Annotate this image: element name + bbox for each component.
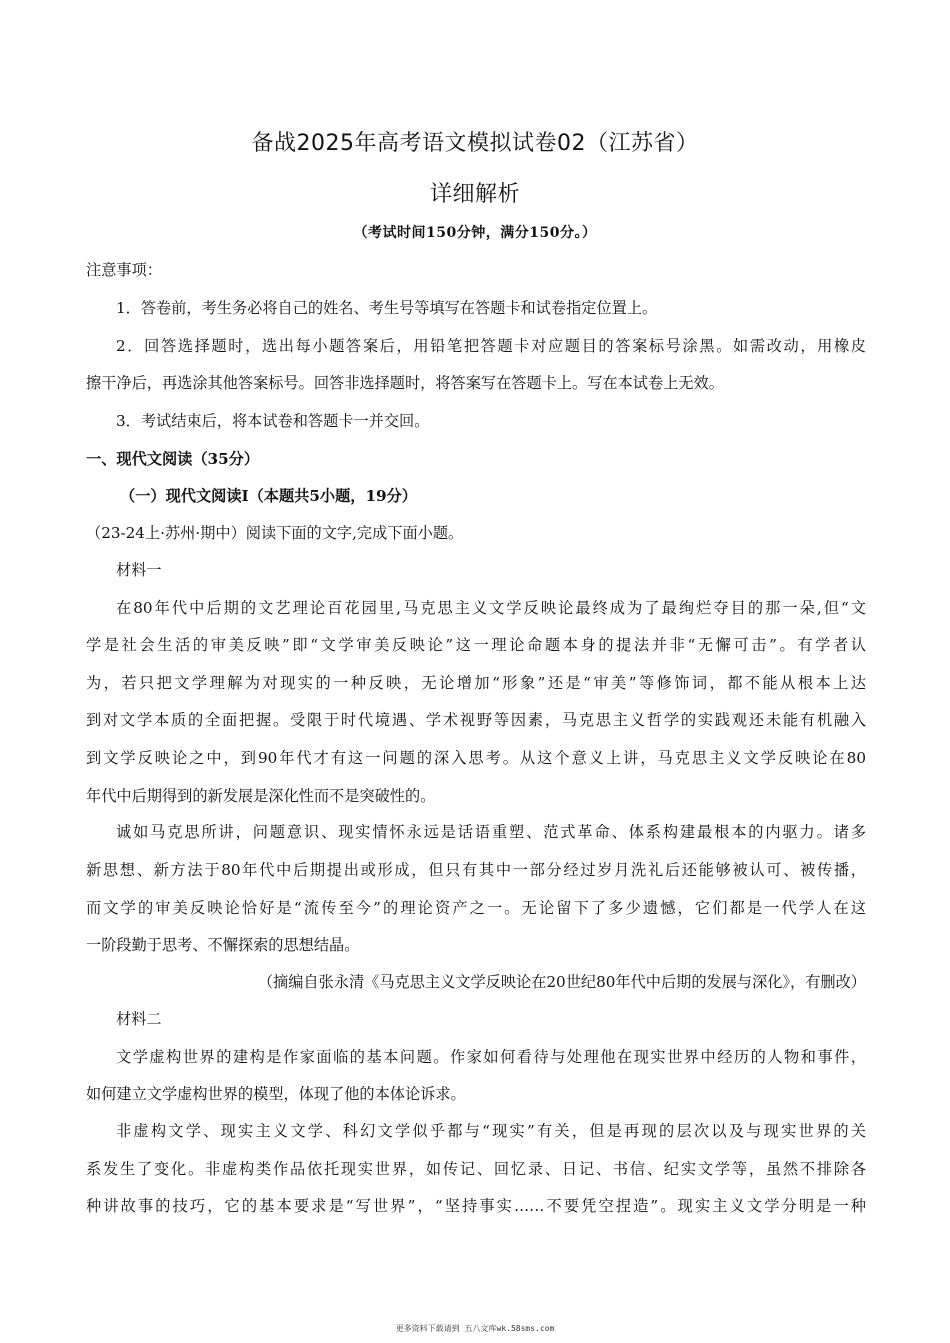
- material-1-text: 到文学反映论之中，到90年代才有这一问题的深入思考。从这个意义上讲，马克思主义文学反映论在80: [86, 749, 866, 767]
- section-heading: 一、现代文阅读（35分）: [86, 450, 260, 468]
- material-2-label: 材料二: [116, 1010, 162, 1028]
- material-2-text: 种讲故事的技巧，它的基本要求是“写世界”，“坚持事实……不要凭空捏造”。现实主义文学分明是一种: [86, 1197, 866, 1215]
- exam-info: （考试时间150分钟，满分150分。）: [353, 225, 597, 241]
- notice-item-2-line-1: 2．回答选择题时，选出每小题答案后，用铅笔把答题卡对应题目的答案标号涂黑。如需改动，用橡皮: [116, 337, 866, 355]
- material-2-text: 文学虚构世界的建构是作家面临的基本问题。作家如何看待与处理他在现实世界中经历的人物和事件，: [116, 1048, 866, 1066]
- material-1-text: 学是社会生活的审美反映”即“文学审美反映论”这一理论命题本身的提法并非“无懈可击”。有学者认: [86, 636, 866, 654]
- document-subtitle: 详细解析: [429, 182, 520, 207]
- material-1-text: 在80年代中后期的文艺理论百花园里,马克思主义文学反映论最终成为了最绚烂夺目的那一朵,但“文: [116, 599, 866, 617]
- notice-heading: 注意事项：: [86, 261, 162, 279]
- material-1-text: 到对文学本质的全面把握。受限于时代境遇、学术视野等因素，马克思主义哲学的实践观还未能有机融入: [86, 711, 866, 729]
- material-1-text: 而文学的审美反映论恰好是“流传至今”的理论资产之一。无论留下了多少遗憾，它们都是一代学人在这: [86, 899, 866, 917]
- material-1-text: 新思想、新方法于80年代中后期提出或形成，但只有其中一部分经过岁月洗礼后还能够被认可、被传播，: [86, 861, 866, 879]
- material-2-text: 如何建立文学虚构世界的模型，体现了他的本体论诉求。: [86, 1085, 466, 1103]
- material-1-citation: （摘编自张永清《马克思主义文学反映论在20世纪80年代中后期的发展与深化》，有删改）: [257, 973, 866, 991]
- notice-item-1: 1．答卷前，考生务必将自己的姓名、考生号等填写在答题卡和试卷指定位置上。: [116, 299, 658, 317]
- material-2-text: 系发生了变化。非虚构类作品依托现实世界，如传记、回忆录、日记、书信、纪实文学等，虽然不排除各: [86, 1160, 866, 1178]
- material-1-text: 诚如马克思所讲，问题意识、现实情怀永远是话语重塑、范式革命、体系构建最根本的内驱力。诸多: [116, 823, 866, 841]
- material-1-text: 一阶段勤于思考、不懈探索的思想结晶。: [86, 936, 360, 954]
- material-1-text: 年代中后期得到的新发展是深化性而不是突破性的。: [86, 787, 436, 805]
- material-2-text: 非虚构文学、现实主义文学、科幻文学似乎都与“现实”有关，但是再现的层次以及与现实世界的关: [116, 1122, 866, 1140]
- subsection-heading: （一）现代文阅读Ⅰ（本题共5小题，19分）: [120, 487, 417, 505]
- material-1-text: 为，若只把文学理解为对现实的一种反映，无论增加“形象”还是“审美”等修饰词，都不能从根本上达: [86, 674, 866, 692]
- notice-item-3: 3．考试结束后，将本试卷和答题卡一并交回。: [116, 412, 430, 430]
- material-1-label: 材料一: [116, 561, 162, 579]
- document-title: 备战2025年高考语文模拟试卷02（江苏省）: [251, 131, 699, 156]
- source-note: （23-24上·苏州·期中）阅读下面的文字,完成下面小题。: [86, 524, 464, 542]
- notice-item-2-line-2: 擦干净后，再选涂其他答案标号。回答非选择题时，将答案写在答题卡上。写在本试卷上无效。: [86, 374, 724, 392]
- footer-note: 更多资料下载请到 五八文库wk.58sms.com: [395, 1324, 555, 1333]
